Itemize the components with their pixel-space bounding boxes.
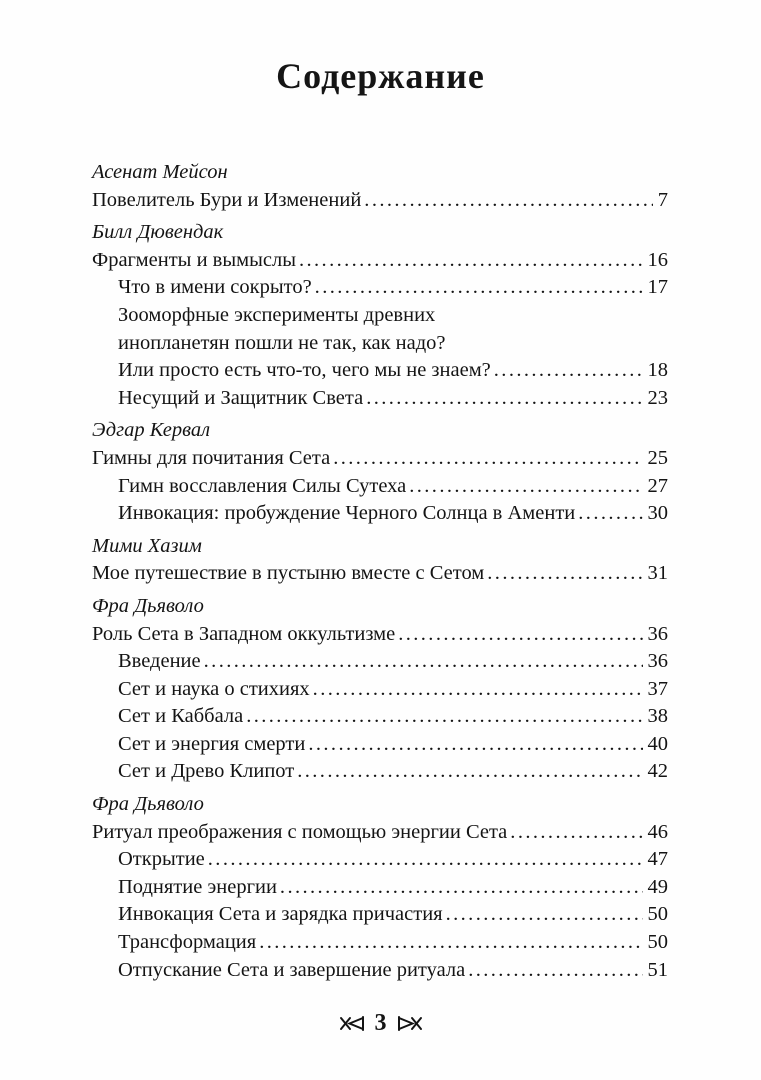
toc-entry <box>92 357 668 385</box>
page-title: Содержание <box>276 56 485 96</box>
toc-entry-page-number: 31 <box>647 562 668 585</box>
toc-entry-title: Введение <box>118 650 201 673</box>
toc-entry-title: Повелитель Бури и Изменений <box>92 188 362 211</box>
toc-entry <box>92 703 668 731</box>
toc-author: Фра Дьяволо <box>92 594 204 617</box>
toc-entry <box>92 274 668 302</box>
toc-entry-page-number: 16 <box>647 248 668 271</box>
toc-entry-title: Несущий и Защитник Света <box>118 386 364 409</box>
toc-entry-title: Что в имени сокрыто? <box>118 276 312 299</box>
dot-leader <box>299 247 643 275</box>
dot-leader <box>409 473 642 501</box>
dot-leader <box>259 929 642 957</box>
toc-author: Фра Дьяволо <box>92 793 204 816</box>
toc-entry <box>92 731 668 759</box>
dot-leader <box>313 676 643 704</box>
dot-leader <box>364 187 652 215</box>
dot-leader <box>446 901 643 929</box>
dot-leader <box>578 500 642 528</box>
toc-entry <box>92 874 668 902</box>
dot-leader <box>468 957 642 985</box>
toc-entry <box>92 302 668 330</box>
toc-entry-page-number: 40 <box>647 732 668 755</box>
toc-entry <box>92 676 668 704</box>
toc-entry-title: Ритуал преображения с помощью энергии Сета <box>92 820 508 843</box>
toc-entry-title: Сет и энергия смерти <box>118 732 306 755</box>
toc-entry-title: Зооморфные эксперименты древних <box>118 303 436 326</box>
toc-entry <box>92 957 668 985</box>
table-of-contents <box>92 159 668 984</box>
toc-entry-title: Инвокация Сета и зарядка причастия <box>118 903 443 926</box>
dot-leader <box>208 846 643 874</box>
dot-leader <box>280 874 643 902</box>
toc-entry-page-number: 50 <box>647 931 668 954</box>
toc-entry <box>92 187 668 215</box>
toc-entry <box>92 819 668 847</box>
dot-leader <box>366 385 642 413</box>
footer-page-number: 3 <box>374 1010 387 1036</box>
toc-entry <box>92 758 668 786</box>
toc-entry <box>92 445 668 473</box>
footer-ornament-left-icon <box>339 1015 366 1032</box>
toc-entry <box>92 621 668 649</box>
toc-entry-page-number: 17 <box>647 276 668 299</box>
toc-entry-title: Мое путешествие в пустыню вместе с Сетом <box>92 562 485 585</box>
toc-entry <box>92 846 668 874</box>
toc-entry-title: Поднятие энергии <box>118 875 277 898</box>
dot-leader <box>246 703 642 731</box>
dot-leader <box>510 819 642 847</box>
toc-entry-page-number: 42 <box>647 760 668 783</box>
toc-entry-page-number: 38 <box>647 705 668 728</box>
toc-entry-page-number: 36 <box>647 622 668 645</box>
toc-entry-title: Гимны для почитания Сета <box>92 446 331 469</box>
footer-ornament-right-icon <box>396 1015 423 1032</box>
dot-leader <box>297 758 642 786</box>
toc-entry-title: инопланетян пошли не так, как надо? <box>118 331 446 354</box>
toc-entry-page-number: 30 <box>647 502 668 525</box>
toc-entry-page-number: 25 <box>647 446 668 469</box>
dot-leader <box>494 357 643 385</box>
page-footer <box>0 1008 761 1038</box>
toc-entry-page-number: 7 <box>657 188 668 211</box>
toc-entry-title: Отпускание Сета и завершение ритуала <box>118 958 466 981</box>
toc-entry-title: Гимн восславления Силы Сутеха <box>118 474 407 497</box>
toc-entry <box>92 247 668 275</box>
toc-entry <box>92 473 668 501</box>
dot-leader <box>333 445 642 473</box>
toc-author: Асенат Мейсон <box>92 161 228 183</box>
toc-entry <box>92 330 668 358</box>
dot-leader <box>398 621 642 649</box>
toc-author: Эдгар Кервал <box>92 419 211 442</box>
toc-entry-title: Сет и Древо Клипот <box>118 760 295 783</box>
toc-entry-page-number: 46 <box>647 820 668 843</box>
toc-entry-page-number: 23 <box>647 386 668 409</box>
toc-entry-page-number: 50 <box>647 903 668 926</box>
toc-author: Мими Хазим <box>92 534 202 557</box>
dot-leader <box>204 648 643 676</box>
toc-entry <box>92 500 668 528</box>
toc-entry-title: Инвокация: пробуждение Черного Солнца в Аменти <box>118 502 576 525</box>
toc-entry-title: Фрагменты и вымыслы <box>92 248 296 271</box>
toc-entry <box>92 901 668 929</box>
toc-entry-title: Или просто есть что-то, чего мы не знаем? <box>118 359 491 382</box>
toc-entry-title: Роль Сета в Западном оккультизме <box>92 622 396 645</box>
toc-entry-page-number: 27 <box>647 474 668 497</box>
toc-entry-page-number: 37 <box>647 677 668 700</box>
dot-leader <box>308 731 642 759</box>
toc-entry-page-number: 36 <box>647 650 668 673</box>
toc-entry-page-number: 18 <box>647 359 668 382</box>
dot-leader <box>315 274 643 302</box>
toc-entry-title: Сет и Каббала <box>118 705 244 728</box>
toc-entry-page-number: 49 <box>647 875 668 898</box>
toc-author: Билл Дювендак <box>92 221 224 244</box>
toc-entry <box>92 385 668 413</box>
toc-entry-title: Открытие <box>118 848 205 871</box>
toc-entry <box>92 648 668 676</box>
toc-entry-title: Сет и наука о стихиях <box>118 677 310 700</box>
toc-entry-page-number: 51 <box>647 958 668 981</box>
toc-entry <box>92 560 668 588</box>
toc-entry-title: Трансформация <box>118 931 257 954</box>
toc-entry <box>92 929 668 957</box>
dot-leader <box>487 560 642 588</box>
toc-entry-page-number: 47 <box>647 848 668 871</box>
